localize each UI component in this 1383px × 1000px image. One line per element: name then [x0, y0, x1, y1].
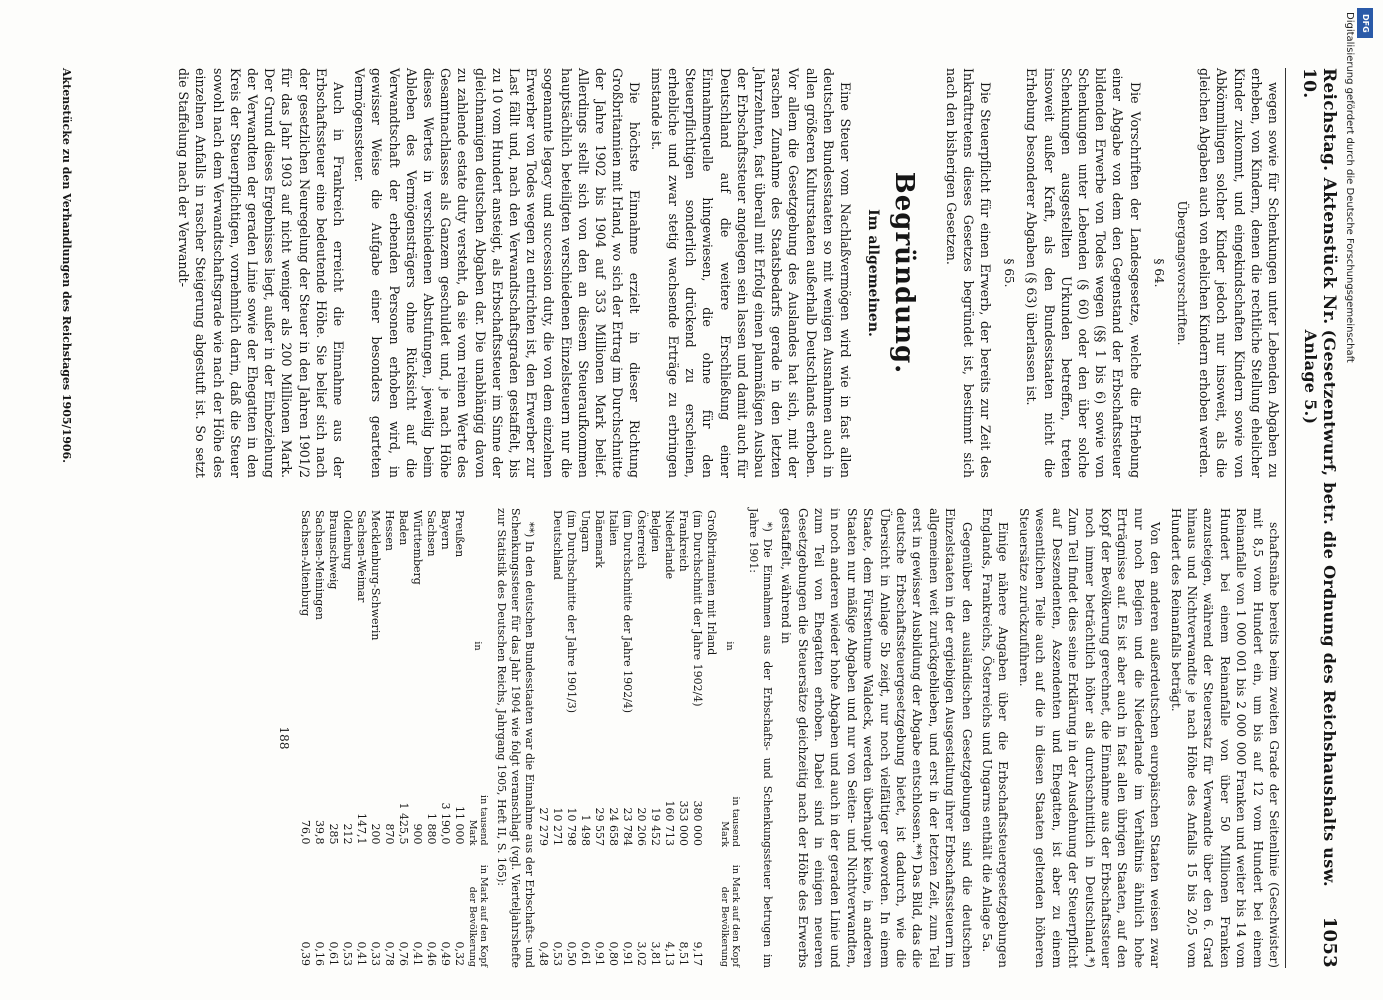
page-footer: Aktenstücke zu den Verhandlungen des Reichstages 1905/1906.	[60, 68, 74, 463]
paragraph: Gegenüber den ausländischen Gesetzgebungen sind die deutschen Einzelstaaten in der ergiebigen Ausgestaltung ihrer Erbschaftssteuern im allgemeinen weit zurückgeblieben, und erst in der letzten Zeit, zum Teil erst in gewisser Ausbildung der Abgabe entschlossen.**) Das Bild, das die deutsche Erbschaftssteuergesetzgebung bietet, ist dadurch, wie die Übersicht in Anlage 5b zeigt, nur noch vielfältiger geworden. In einem Staate, dem Fürstentume Waldeck, werden überhaupt keine, in anderen Staaten nur mäßige Abgaben und nur von Seiten- und Nichtverwandten, in noch anderen wieder hohe Abgaben und auch in der geraden Linie und zum Teil von Ehegatten erhoben. Dabei sind in einigen neueren Gesetzgebungen die Steuersätze gleichzeitig nach der Höhe des Erwerbs gestaffelt, während in	[779, 508, 974, 968]
table-row	[340, 508, 354, 968]
country-cell: Oldenburg	[340, 510, 354, 570]
table-row	[704, 508, 718, 968]
total-cell: 147,1	[354, 813, 368, 845]
main-heading: Begründung.	[889, 171, 920, 375]
footnote-1-table	[536, 508, 742, 968]
header-left: Reichstag. Aktenstück Nr. 10.	[1299, 68, 1339, 325]
column-header: in Mark auf den Kopf der Bevölkerung	[466, 864, 489, 967]
total-cell: 212	[340, 823, 354, 845]
total-cell: 1 498	[578, 814, 592, 846]
section-heading: Übergangsvorschriften.	[1174, 200, 1189, 346]
footnote-2-table	[298, 508, 490, 968]
total-cell: 10 271	[550, 807, 564, 846]
country-cell: Österreich	[634, 510, 648, 570]
per-capita-cell: 0,16	[312, 941, 326, 966]
right-column	[269, 508, 1282, 968]
total-cell: 200	[368, 823, 382, 845]
per-capita-cell: 0,41	[410, 941, 424, 966]
paragraph-number: § 65.	[1002, 258, 1017, 288]
country-cell: Deutschland	[550, 510, 564, 580]
per-capita-cell: 3,81	[648, 941, 662, 966]
total-cell: 1 880	[424, 813, 438, 845]
table-row	[452, 508, 466, 968]
table-row	[396, 508, 410, 968]
footnote-2: **) In den deutschen Bundesstaaten war die Einnahme aus der Erbschafts- und Schenkungssteuer für das Jahr 1904 wie folgt veranschlagt (vgl. Vierteljahrshefte zur Statistik des Deutschen Reichs, Jahrgang 1905, Heft II, S. 165):	[494, 508, 536, 968]
total-cell: 900	[410, 823, 424, 845]
country-cell: Frankreich	[676, 510, 690, 572]
per-capita-cell: 0,80	[606, 941, 620, 966]
country-cell: Dänemark	[592, 510, 606, 568]
total-cell: 76,0	[298, 820, 312, 845]
total-cell: 3 190,0	[438, 802, 452, 845]
page-header	[1288, 68, 1340, 968]
column-header: in tausend Mark	[466, 795, 489, 846]
table-row	[676, 508, 690, 968]
country-cell: Sachsen	[424, 510, 438, 557]
table-row	[592, 508, 606, 968]
per-capita-cell: 0,91	[592, 941, 606, 966]
total-cell: 29 557	[592, 807, 606, 846]
per-capita-cell: 0,50	[564, 941, 578, 966]
total-cell: 39,8	[312, 820, 326, 845]
country-cell: Preußen	[452, 510, 466, 558]
country-cell: Belgien	[648, 510, 662, 553]
rotated-page-content	[50, 68, 1340, 968]
total-cell: 353 000	[676, 800, 690, 846]
country-cell: Mecklenburg-Schwerin	[368, 510, 382, 641]
country-cell: Sachsen-Meiningen	[312, 510, 326, 620]
page-number: 1053	[1319, 916, 1340, 968]
table-row	[438, 508, 452, 968]
per-capita-cell: 0,33	[368, 941, 382, 966]
table-row	[326, 508, 340, 968]
country-cell: Sachsen-Altenburg	[298, 510, 312, 617]
table-row	[634, 508, 648, 968]
country-cell: Großbritannien mit Irland	[704, 510, 718, 656]
paragraph: Auch in Frankreich erreicht die Einnahme aus der Erbschaftssteuer eine bedeutende Höhe. Sie belief sich nach der gesetzlichen Neuregelung der Steuer in den Jahren 1901/2 für das Jahr 1903 auf nicht weniger als 200 Millionen Mark. Der Grund dieses Ergebnisses liegt, außer in der Einbeziehung der Verwandten der geraden Linie sowie der Ehegatten in den Kreis der Steuerpflichtigen, vornehmlich darin, daß die Steuer sowohl nach dem Verwandtschaftsgrade wie nach der Höhe des einzelnen Anfalls in rascher Steigerung abgestuft ist. So setzt die Staffelung nach der Verwandt-	[176, 68, 347, 478]
paragraph: schaftsnähe bereits beim zweiten Grade der Seitenlinie (Geschwister) mit 8,5 vom Hundert ein, um bis auf 12 vom Hundert bei einem Reinanfalle von 1 000 001 bis 2 000 000 Franken und weiter bis 14 vom Hundert bei einem Reinanfalle von über 50 Millionen Franken anzusteigen, während der Steuersatz für Verwandte über den 6. Grad hinaus und Nichtverwandte je nach Höhe des Anfalls 15 bis 20,5 vom Hundert des Reinanfalls beträgt.	[1168, 508, 1281, 968]
per-capita-cell: 0,61	[578, 941, 592, 966]
total-cell: 20 206	[634, 807, 648, 846]
per-capita-cell: 0,78	[382, 941, 396, 966]
per-capita-cell: 0,76	[396, 941, 410, 966]
table-row	[354, 508, 368, 968]
table-row	[536, 508, 550, 968]
per-capita-cell: 9,17	[690, 941, 704, 966]
total-cell: 380 000	[690, 800, 704, 846]
table-row	[648, 508, 662, 968]
per-capita-cell	[704, 848, 718, 968]
paragraph-number: § 64.	[1151, 258, 1166, 288]
digitization-note: Digitalisierung gefördert durch die Deutsche Forschungsgemeinschaft	[1344, 12, 1355, 363]
paragraph: Einige nähere Angaben über die Erbschaftssteuergesetzgebungen Englands, Frankreichs, Österreichs und Ungarns enthält die Anlage 5a.	[980, 508, 1011, 968]
per-capita-cell: 8,51	[676, 941, 690, 966]
country-cell: Hessen	[382, 510, 396, 551]
footnote-1: *) Die Einnahmen aus der Erbschafts- und Schenkungssteuer betrugen im Jahre 1901:	[746, 508, 774, 968]
paragraph: wegen sowie für Schenkungen unter Lebenden Abgaben zu erheben, von Kindern, denen die rechtliche Stellung ehelicher Kinder zukommt, und eingekindschaften Kindern sowie von Abkömmlingen solcher Kinder jedoch nur insoweit, als die gleichen Abgaben auch von ehelichen Kindern erhoben werden.	[1197, 68, 1281, 478]
per-capita-cell: 0,49	[438, 941, 452, 966]
paragraph: Eine Steuer vom Nachlaßvermögen wird wie in fast allen deutschen Bundesstaaten so mit wenigen Ausnahmen auch in allen größeren Kulturstaaten außerhalb Deutschlands erhoben. Vor allem die Gesetzgebung des Auslandes hat sich, mit der raschen Zunahme des Staatsbedarfs gerade in den letzten Jahrzehnten, fast überall mit Erfolg einen planmäßigen Ausbau der Erbschaftssteuer angelegen sein lassen und damit auch für Deutschland auf die weitere Erschließung einer Einnahmequelle hingewiesen, die ohne für den Steuerpflichtigen sonderlich drückend zu erscheinen, erhebliche und zwar stetig wachsende Erträge zu erbringen imstande ist.	[648, 68, 853, 478]
total-cell: 11 000	[452, 806, 466, 845]
column-header: in	[472, 641, 484, 651]
footnote-trailing-number: 188	[276, 726, 291, 750]
header-middle: (Gesetzentwurf, betr. die Ordnung des Reichshaushalts usw. Anlage 5.)	[1301, 329, 1339, 887]
per-capita-cell: 0,53	[340, 941, 354, 966]
paragraph: Die Vorschriften der Landesgesetze, welche die Erhebung einer Abgabe von dem den Gegenstand der Erbschaftssteuer bildenden Erwerbe von Todes wegen (§§ 1 bis 6) sowie von Schenkungen unter Lebenden (§ 60) oder den über solche Schenkungen ausgestellten Urkunden betreffen, treten insoweit außer Kraft, als den Bundesstaaten nicht die Erhebung besonderer Abgaben (§ 63) überlassen ist.	[1024, 68, 1143, 478]
total-cell: 870	[382, 823, 396, 845]
country-cell: (im Durchschnitt der Jahre 1902/4)	[690, 510, 704, 707]
total-cell: 10 798	[564, 807, 578, 846]
country-cell: Italien	[606, 510, 620, 546]
country-cell: (im Durchschnitte der Jahre 1901/3)	[564, 510, 578, 714]
sub-heading: Im allgemeinen.	[865, 209, 882, 337]
table-row	[578, 508, 592, 968]
table-row	[690, 508, 704, 968]
paragraph: Von den anderen außerdeutschen europäischen Staaten weisen zwar nur noch Belgien und die Niederlande im Verhältnis ähnlich hohe Erträgnisse auf. Es ist aber auch in fast allen übrigen Staaten, auf den Kopf der Bevölkerung gerechnet, die Einnahme aus der Erbschaftssteuer noch immer beträchtlich höher als durchschnittlich in Deutschland.*) Zum Teil findet dies seine Erklärung in der Ausdehnung der Steuerpflicht auf Deszendenten, Aszendenten und Ehegatten, ist aber zu einem wesentlichen Teile auch auf die in diesen Staaten geltenden höheren Steuersätze zurückzuführen.	[1016, 508, 1163, 968]
per-capita-cell: 0,41	[354, 941, 368, 966]
header-rule	[1285, 68, 1286, 968]
per-capita-cell: 3,02	[634, 941, 648, 966]
country-cell: Baden	[396, 510, 410, 546]
paragraph: Die Steuerpflicht für einen Erwerb, der bereits zur Zeit des Inkrafttretens dieses Gesetzes begründet ist, bestimmt sich nach den bisherigen Gesetzen.	[943, 68, 993, 478]
column-header: in tausend Mark	[718, 796, 741, 847]
table-row	[620, 508, 634, 968]
per-capita-cell: 0,61	[326, 941, 340, 966]
table-row	[424, 508, 438, 968]
table-row	[368, 508, 382, 968]
table-row	[298, 508, 312, 968]
per-capita-cell: 0,39	[298, 941, 312, 966]
table-row	[662, 508, 676, 968]
table-row	[606, 508, 620, 968]
country-cell: Niederlande	[662, 510, 676, 580]
table-row	[564, 508, 578, 968]
table-row	[550, 508, 564, 968]
per-capita-cell: 0,48	[536, 941, 550, 966]
total-cell: 27 279	[536, 807, 550, 846]
country-cell: (im Durchschnitte der Jahre 1902/4)	[620, 510, 634, 714]
column-header: in Mark auf den Kopf der Bevölkerung	[718, 864, 741, 967]
per-capita-cell: 4,13	[662, 941, 676, 966]
table-row	[382, 508, 396, 968]
country-cell: Braunschweig	[326, 510, 340, 590]
dfg-logo: DFG	[1357, 8, 1373, 38]
column-header: in	[724, 641, 736, 651]
left-column	[54, 68, 1282, 478]
per-capita-cell: 0,32	[452, 941, 466, 966]
country-cell: Ungarn	[578, 510, 592, 553]
total-cell: 19 452	[648, 807, 662, 846]
per-capita-cell: 0,91	[620, 941, 634, 966]
country-cell	[536, 508, 550, 784]
country-cell: Württemberg	[410, 510, 424, 585]
total-cell: 24 658	[606, 807, 620, 846]
total-cell	[704, 784, 718, 848]
total-cell: 160 713	[662, 800, 676, 846]
total-cell: 23 784	[620, 807, 634, 846]
per-capita-cell: 0,53	[550, 941, 564, 966]
paragraph: Die höchste Einnahme erzielt in dieser Richtung Großbritannien mit Irland, wo sich der Ertrag im Durchschnitte der Jahre 1902 bis 1904 auf 353 Millionen Mark belief. Allerdings stellt sich von den an diesem Steueraufkommen hauptsächlich beteiligten verschiedenen Einzelsteuern nur die sogenannte legacy und succession duty, die von dem einzelnen Erwerber von Todes wegen zu entrichten ist, den Erwerber zur Last fällt und, nach den Verwandtschaftsgraden gestaffelt, bis zu 10 vom Hundert ansteigt, als Erbschaftssteuer im Sinne der gleichnamigen deutschen Abgaben dar. Die unabhängig davon zu zahlende estate duty versteht, da sie vom reinen Werte des Gesamtnachlasses als Ganzem geschuldet und, je nach Höhe dieses Wertes in verschiedenen Abstufungen, jeweilig beim Ableben des Vermögensträgers ohne Rücksicht auf die Verwandtschaft der erbenden Personen erhoben wird, in gewisser Weise die Aufgabe einer besonders gearteten Vermögenssteuer.	[352, 68, 643, 478]
total-cell: 285	[326, 823, 340, 845]
total-cell: 1 425,5	[396, 802, 410, 845]
country-cell: Sachsen-Weimar	[354, 510, 368, 603]
table-row	[312, 508, 326, 968]
table-row	[410, 508, 424, 968]
country-cell: Bayern	[438, 510, 452, 550]
per-capita-cell: 0,46	[424, 941, 438, 966]
